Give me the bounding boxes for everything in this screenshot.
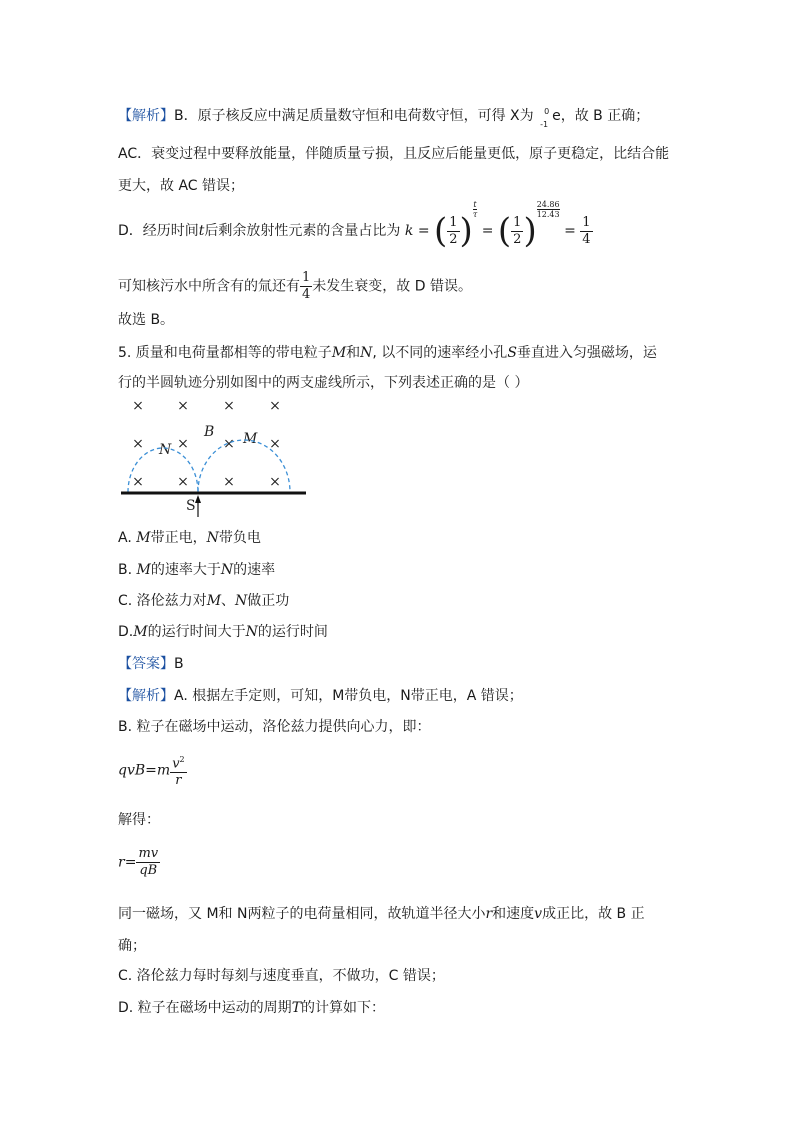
option-B: B. M的速率大于N的速率 xyxy=(118,562,276,578)
text: 未发生衰变，故 D 错误。 xyxy=(312,278,472,295)
analysis-tag: 【解析】 xyxy=(118,108,174,124)
text: 5. 质量和电荷量都相等的带电粒子 xyxy=(118,345,332,361)
option-C: C. 洛伦兹力对M、N做正功 xyxy=(118,593,290,609)
text: 后剩余放射性元素的含量占比为 xyxy=(204,223,401,239)
var-N: N xyxy=(360,345,373,361)
analysis-line-6: 故选 B。 xyxy=(118,312,175,328)
solve-label: 解得： xyxy=(118,812,160,828)
label-N: N xyxy=(159,442,172,458)
var-t: t xyxy=(198,223,205,239)
text: 可知核污水中所含有的氚还有 xyxy=(118,278,300,295)
field-mark: × xyxy=(223,474,235,490)
field-mark: × xyxy=(177,474,189,490)
text: 和 xyxy=(346,345,361,361)
answer-tag: 【答案】 xyxy=(118,656,174,672)
analysis-para-1: 同一磁场，又 M和 N两粒子的电荷量相同，故轨道半径大小r和速度v成正比，故 B 正 xyxy=(118,906,645,922)
field-mark: × xyxy=(269,474,281,490)
label-S: S xyxy=(186,498,196,514)
text: , 以不同的速率经小孔 xyxy=(372,345,508,361)
answer-line xyxy=(118,654,184,674)
analysis-line-3: 更大，故 AC 错误； xyxy=(118,178,245,194)
fraction: $\frac{1}{4}$ xyxy=(302,270,311,302)
field-mark: × xyxy=(223,398,235,414)
arrow-head xyxy=(195,495,201,503)
analysis-tag: 【解析】 xyxy=(118,688,174,704)
option-A: A. M带正电，N带负电 xyxy=(118,530,261,546)
label-B: B xyxy=(204,424,215,440)
analysis-C: C. 洛伦兹力每时每刻与速度垂直，不做功，C 错误； xyxy=(118,968,445,984)
analysis-line-1 xyxy=(118,106,650,129)
analysis-text: ，故 B 正确； xyxy=(560,108,650,124)
question-line-1 xyxy=(118,343,657,363)
analysis-line-5 xyxy=(118,270,472,300)
field-mark: × xyxy=(269,398,281,414)
text: A. 根据左手定则，可知，M带负电，N带正电，A 错误； xyxy=(174,688,523,704)
magnetic-field-figure xyxy=(118,395,318,520)
analysis-line-2: AC．衰变过程中要释放能量，伴随质量亏损，且反应后能量更低，原子更稳定，比结合能 xyxy=(118,146,670,162)
field-mark: × xyxy=(132,398,144,414)
analysis-text: B．原子核反应中满足质量数守恒和电荷数守恒，可得 X为 xyxy=(174,108,534,124)
field-mark: × xyxy=(177,398,189,414)
nuclide-letter: e xyxy=(552,108,561,124)
analysis-D: D. 粒子在磁场中运动的周期T的计算如下： xyxy=(118,1000,386,1016)
text: 垂直进入匀强磁场，运 xyxy=(516,345,657,361)
field-mark: × xyxy=(269,436,281,452)
question-line-2: 行的半圆轨迹分别如图中的两支虚线所示，下列表述正确的是（ ） xyxy=(118,375,529,391)
text: D．经历时间 xyxy=(118,223,199,239)
field-mark: × xyxy=(132,474,144,490)
var-S: S xyxy=(507,345,517,361)
formula-k: k = ( $\frac{1}{2}$ ) $\frac{t}{\tau}$ = ( $\frac{1}{2}$ ) $\frac{24.86}{12.43}$ = $\frac{1}{4}$ xyxy=(404,200,591,251)
analysis-para-2: 确； xyxy=(118,938,146,954)
analysis-A xyxy=(118,686,523,706)
answer-value: B xyxy=(174,656,184,672)
analysis-line-4 xyxy=(118,200,593,260)
var-M: M xyxy=(331,345,347,361)
nuclide-symbol: 0 -1 xyxy=(540,107,550,129)
equation-radius: r= $\frac{mv}{qB}$ xyxy=(118,846,159,878)
field-mark: × xyxy=(132,436,144,452)
option-D: D.M的运行时间大于N的运行时间 xyxy=(118,624,328,640)
equation-force: qvB=m $\frac{v^2}{r}$ xyxy=(118,752,187,794)
label-M: M xyxy=(243,431,258,447)
field-mark: × xyxy=(223,436,235,452)
field-mark: × xyxy=(177,436,189,452)
analysis-B: B. 粒子在磁场中运动，洛伦兹力提供向心力，即： xyxy=(118,719,431,735)
